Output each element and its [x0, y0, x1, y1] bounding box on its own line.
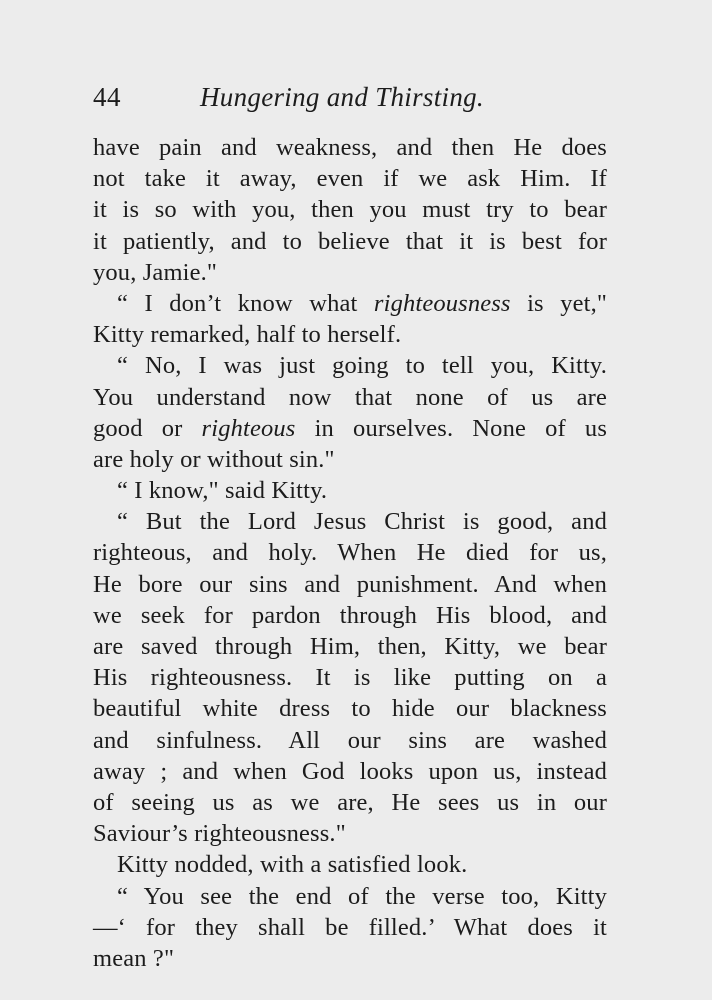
page-header: [93, 82, 613, 122]
text-fragment: good or: [93, 414, 183, 442]
italic-word: righteousness: [373, 289, 511, 317]
text-line: have pain and weakness, and then He does: [93, 134, 607, 161]
text-fragment: in ourselves. None of us: [314, 414, 608, 442]
text-line: [93, 288, 607, 319]
text-line: “ You see the end of the verse too, Kitty: [117, 882, 607, 910]
text-line: you, Jamie.": [93, 258, 218, 286]
text-line: and sinfulness. All our sins are washed: [93, 726, 607, 754]
text-line: Saviour’s righteousness.": [93, 820, 346, 848]
body-text: [93, 132, 607, 974]
text-fragment: is yet,": [527, 289, 607, 317]
text-line: away ; and when God looks upon us, instead: [93, 757, 607, 785]
text-line: are saved through Him, then, Kitty, we bear: [93, 633, 607, 660]
text-line: are holy or without sin.": [93, 445, 335, 473]
text-line: You understand now that none of us are: [93, 383, 607, 411]
text-line: mean ?": [93, 944, 175, 972]
text-line: we seek for pardon through His blood, and: [93, 601, 607, 629]
text-line: Kitty remarked, half to herself.: [93, 321, 402, 349]
text-line: “ No, I was just going to tell you, Kitty.: [117, 352, 607, 380]
text-line: “ But the Lord Jesus Christ is good, and: [117, 508, 607, 536]
text-line: it patiently, and to believe that it is best for: [93, 227, 607, 255]
text-fragment: “ I don’t know what: [117, 289, 358, 317]
text-line: of seeing us as we are, He sees us in our: [93, 788, 607, 816]
text-line: He bore our sins and punishment. And when: [93, 570, 607, 598]
text-line: —‘ for they shall be filled.’ What does it: [93, 913, 607, 941]
text-line: it is so with you, then you must try to bear: [93, 196, 607, 224]
text-line: Kitty nodded, with a satisfied look.: [117, 851, 468, 879]
text-line: not take it away, even if we ask Him. If: [93, 165, 607, 193]
running-title: Hungering and Thirsting.: [200, 82, 484, 112]
text-line: “ I know," said Kitty.: [117, 477, 328, 505]
text-line: His righteousness. It is like putting on a: [93, 664, 607, 692]
text-line: [93, 413, 607, 444]
italic-word: righteous: [201, 414, 296, 442]
text-line: beautiful white dress to hide our blackness: [93, 695, 607, 723]
page-number: 44: [93, 82, 121, 112]
text-line: righteous, and holy. When He died for us,: [93, 539, 607, 567]
